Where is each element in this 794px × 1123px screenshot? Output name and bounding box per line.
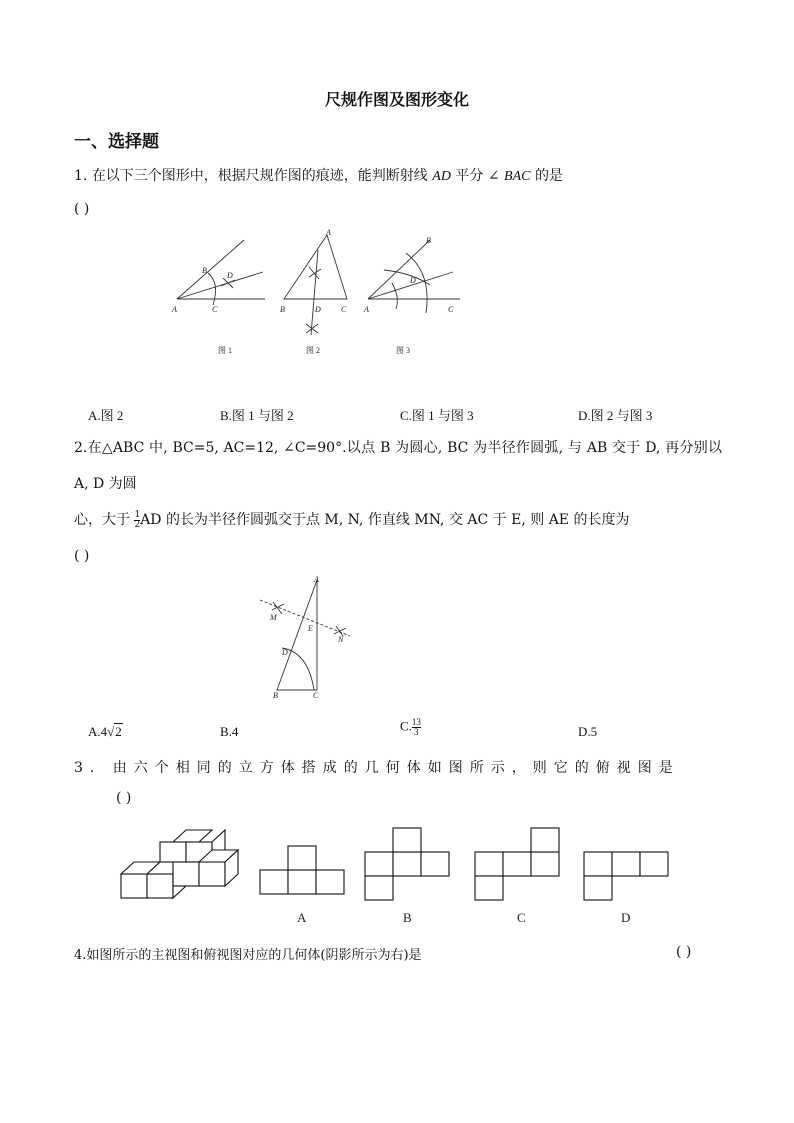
q3-label-c: C <box>517 910 526 925</box>
svg-text:C: C <box>448 305 454 314</box>
svg-text:C: C <box>212 305 218 314</box>
q1-figures <box>160 225 480 360</box>
fig3-caption: 图 3 <box>396 346 410 355</box>
svg-text:D: D <box>227 271 233 280</box>
q2-half-fraction: $\frac{1}{2}$ <box>134 509 141 530</box>
q2-line2-b: AD 的长为半径作圆弧交于点 M, N, 作直线 MN, 交 AC 于 E, 则 AE 的长度为 <box>140 512 630 528</box>
q1-number: 1. <box>74 168 88 184</box>
q2-answer-paren: ( ) <box>74 548 90 564</box>
svg-text:E: E <box>308 624 313 633</box>
fig1-caption: 图 1 <box>218 346 232 355</box>
q1-text-a: 在以下三个图形中，根据尺规作图的痕迹，能判断射线 <box>91 168 428 184</box>
fig2-caption: 图 2 <box>306 346 320 355</box>
q2-line2-a: 心，大于 <box>74 512 130 528</box>
q3-figures <box>115 822 675 932</box>
question-3 <box>74 752 722 784</box>
q1-option-a: A.图 2 <box>88 408 124 423</box>
q1-bac: BAC <box>504 169 531 184</box>
q1-option-c: C.图 1 与图 3 <box>400 408 474 423</box>
svg-text:M: M <box>270 613 277 622</box>
q2-option-a: A.4√2 <box>88 724 122 739</box>
q3-label-b: B <box>403 910 412 925</box>
svg-text:C: C <box>313 691 319 700</box>
q2-option-b: B.4 <box>220 724 239 739</box>
q1-ad: AD <box>432 169 451 184</box>
svg-text:A: A <box>326 228 331 237</box>
q3-text: 3. 由六个相同的立方体搭成的几何体如图所示，则它的俯视图是 <box>74 760 680 776</box>
q3-answer-paren: ( ) <box>116 790 132 806</box>
q2-line1: 在△ABC 中, BC=5, AC=12, ∠C=90°.以点 B 为圆心, BC 为半径作圆弧, 与 AB 交于 D, 再分别以 A, D 为圆 <box>74 440 722 492</box>
q1-option-b: B.图 1 与图 2 <box>220 408 294 423</box>
q1-angle: ∠ <box>487 168 500 184</box>
svg-text:A: A <box>364 305 369 314</box>
svg-text:B: B <box>273 691 278 700</box>
q2-figure <box>250 570 360 700</box>
q2-option-d: D.5 <box>578 724 598 739</box>
q2-number: 2. <box>74 440 88 456</box>
q1-text-c: 的是 <box>534 168 563 184</box>
q3-label-d: D <box>621 910 631 925</box>
section-heading: 一、选择题 <box>74 132 159 152</box>
question-1 <box>74 160 722 225</box>
page-title: 尺规作图及图形变化 <box>324 90 469 109</box>
q2-option-c: C. $\frac{13}{3}$ <box>400 717 421 737</box>
svg-text:A: A <box>314 575 319 584</box>
svg-text:B: B <box>280 305 285 314</box>
svg-text:C: C <box>341 305 347 314</box>
q1-answer-paren: ( ) <box>74 201 90 217</box>
svg-text:B: B <box>202 266 207 275</box>
q4-answer-paren: ( ) <box>676 944 692 960</box>
question-4: 4.如图所示的主视图和俯视图对应的几何体(阴影所示为右)是 <box>74 948 422 963</box>
svg-text:D: D <box>315 305 321 314</box>
q1-text-b: 平分 <box>455 168 484 184</box>
svg-text:B: B <box>426 236 431 245</box>
q1-option-d: D.图 2 与图 3 <box>578 408 653 423</box>
svg-text:N: N <box>338 635 344 644</box>
svg-text:D: D <box>410 276 416 285</box>
svg-text:A: A <box>172 305 177 314</box>
q3-label-a: A <box>297 910 307 925</box>
question-2 <box>74 430 722 574</box>
svg-text:D: D <box>282 648 288 657</box>
